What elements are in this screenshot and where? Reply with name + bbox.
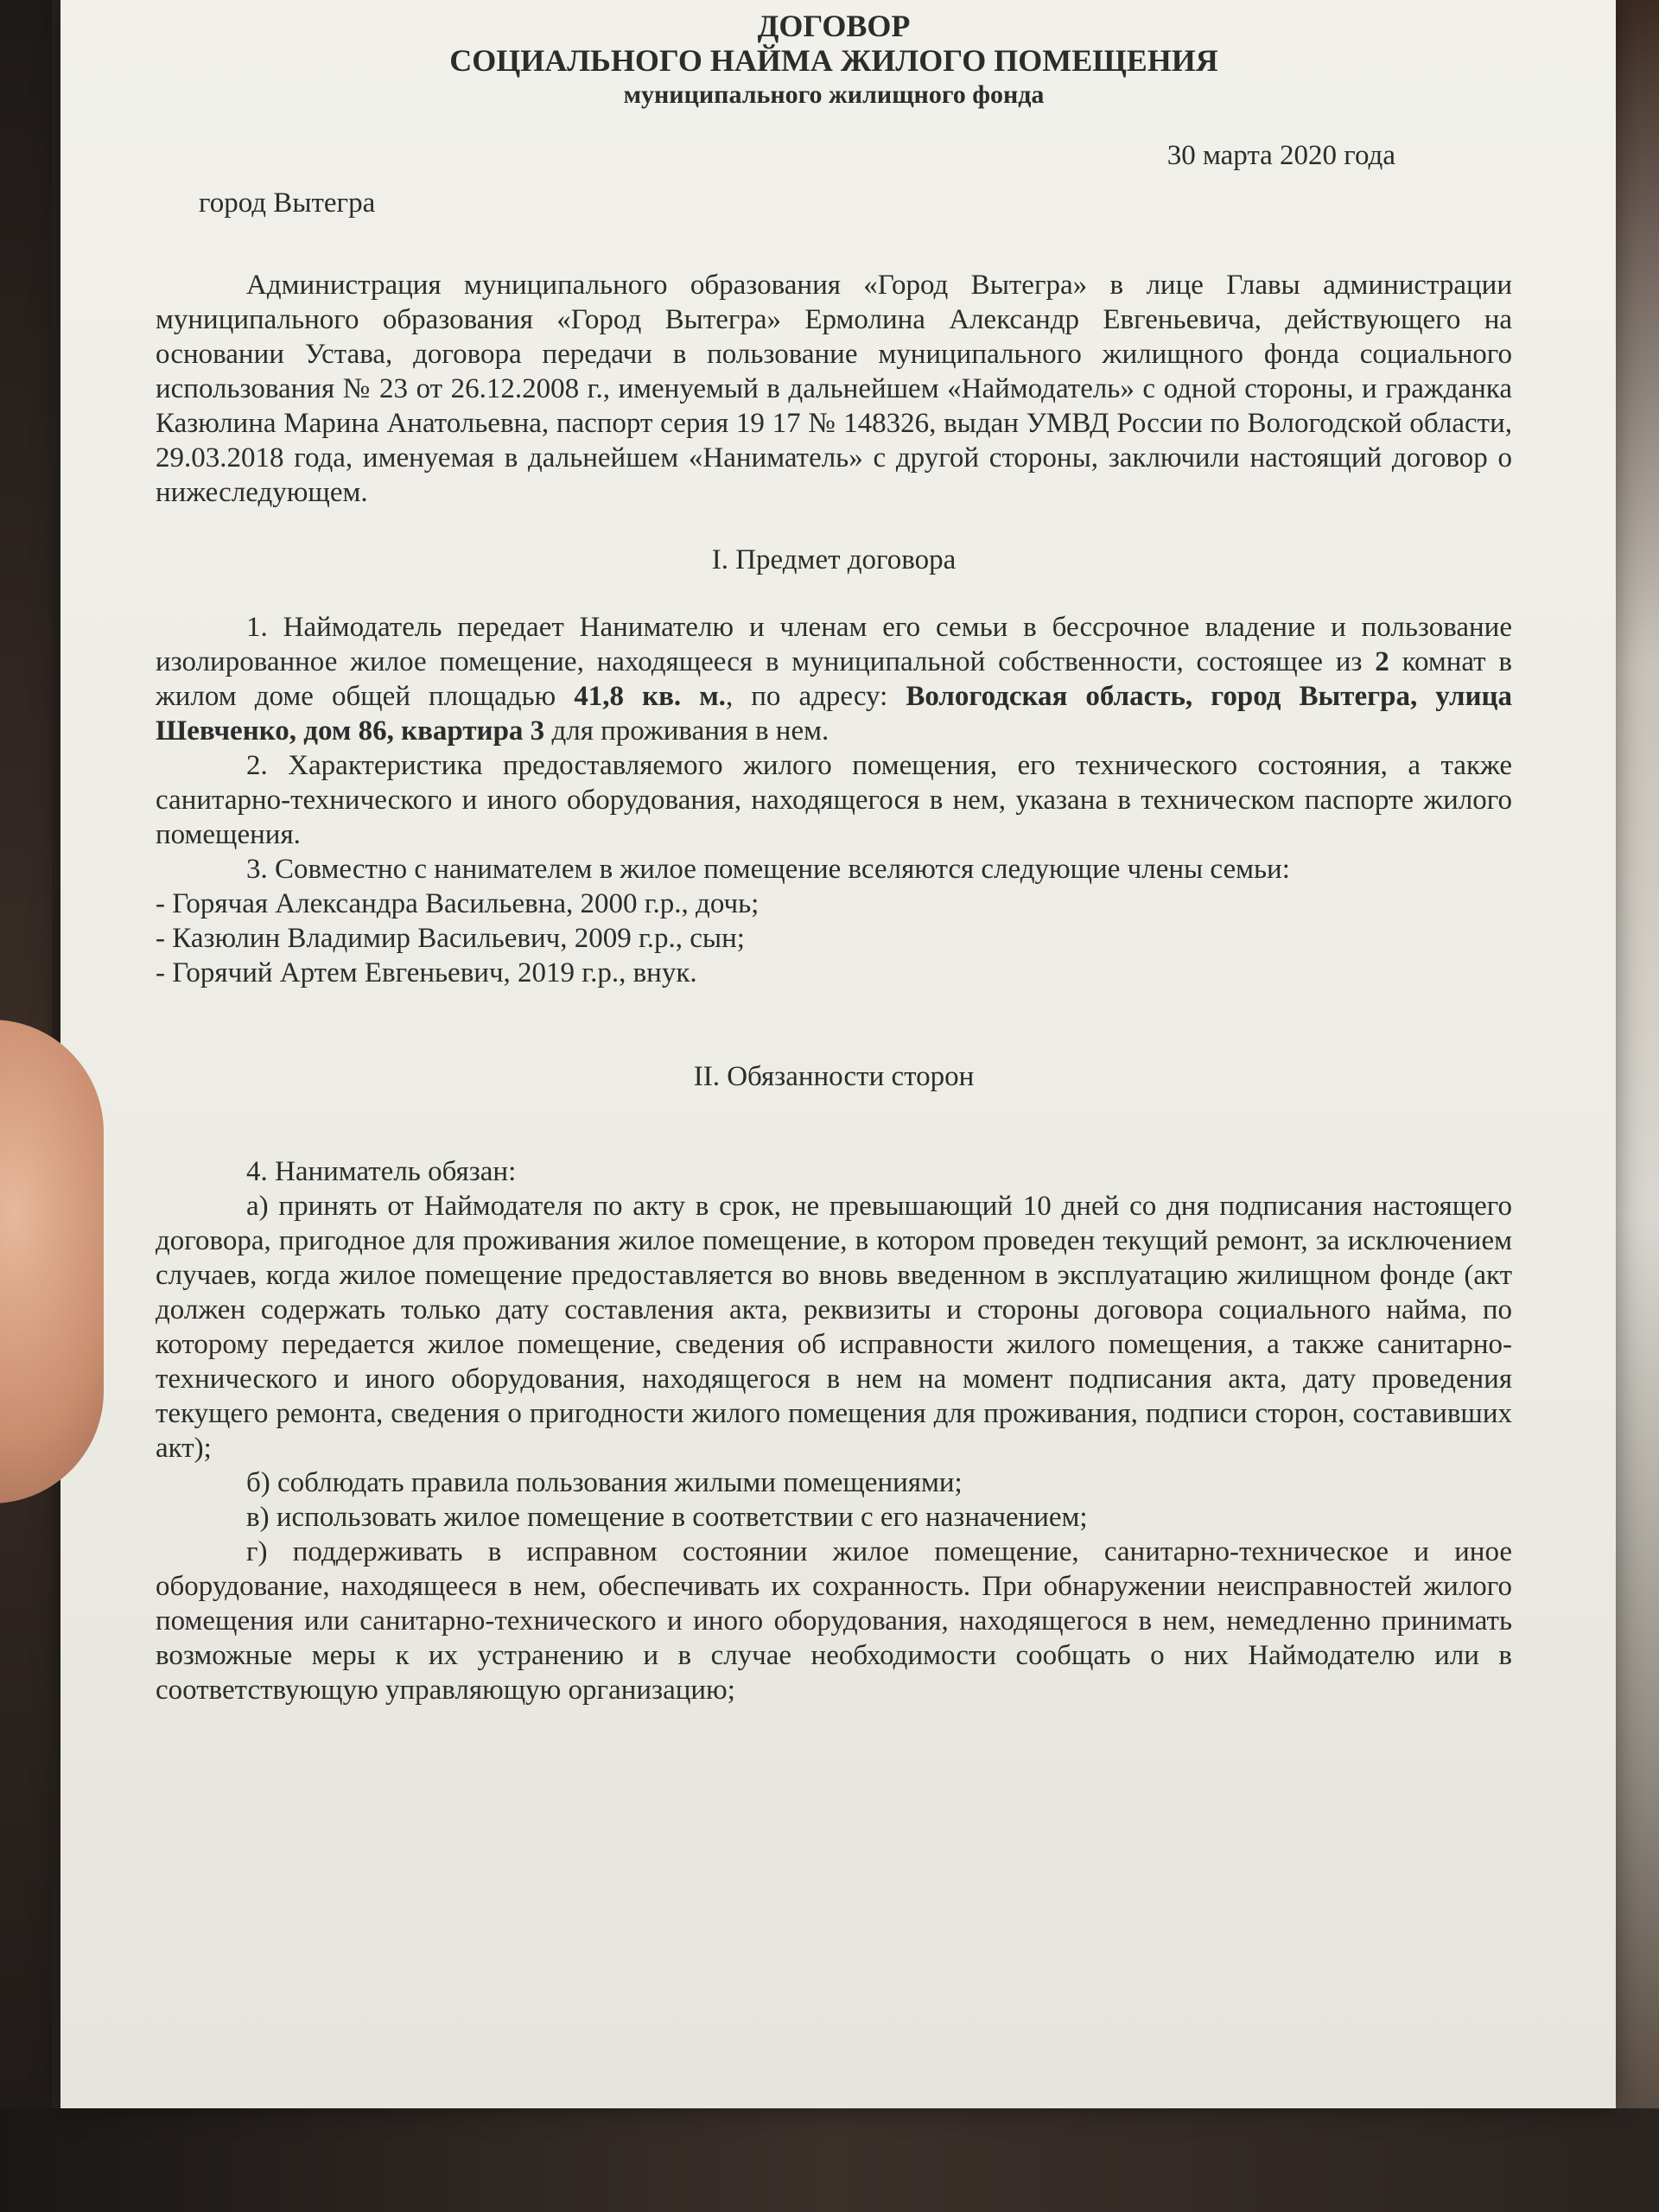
clause-4v: в) использовать жилое помещение в соответствии с его назначением; [246,1502,1088,1533]
document-title: ДОГОВОР [757,9,911,43]
clause-4b: б) соблюдать правила пользования жилыми помещениями; [246,1467,963,1498]
document-title-line2: СОЦИАЛЬНОГО НАЙМА ЖИЛОГО ПОМЕЩЕНИЯ [449,43,1218,78]
family-member-1: - Горячая Александра Васильевна, 2000 г.р., дочь; [156,888,760,919]
clause-1-text-b: комнат в жилом доме общей площадью [156,646,1512,712]
document-sheet [60,0,1616,2108]
family-member-3: - Горячий Артем Евгеньевич, 2019 г.р., внук. [156,957,697,988]
clause-4a: а) принять от Наймодателя по акту в срок, не превышающий 10 дней со дня подписания настоящего договора, пригодное для проживания жилое помещение, в котором проведен текущий ремонт, за исключением случаев, когда жилое помещение предоставляется во вновь введенном в эксплуатацию жилищном фонде (акт должен содержать только дату составления акта, реквизиты и стороны договора социального найма, по которому передается жилое помещение, сведения об исправности жилого помещения, а также санитарно-технического и иного оборудования, находящегося в нем на момент подписания акта, дату проведения текущего ремонта, сведения о пригодности жилого помещения для проживания, подписи сторон, составивших акт); [156,1191,1512,1464]
clause-1-text-d: для проживания в нем. [544,715,830,747]
place-date-row [156,112,1512,219]
background-bottom [0,2108,1659,2212]
clause-1-text-c: , по адресу: [725,681,906,712]
clause-4: 4. Наниматель обязан: [246,1156,517,1187]
section-title-obligations: II. Обязанности сторон [693,1061,975,1092]
clause-3: 3. Совместно с нанимателем в жилое помещение вселяются следующие члены семьи: [246,854,1290,885]
clause-1-text-a: 1. Наймодатель передает Нанимателю и членам его семьи в бессрочное владение и пользование изолированное жилое помещение, находящееся в муниципальной собственности, состоящее из [156,612,1512,677]
preamble-paragraph: Администрация муниципального образования «Город Вытегра» в лице Главы администрации муниципального образования «Город Вытегра» Ермолина Александр Евгеньевича, действующего на основании Устава, договора передачи в пользование муниципального жилищного фонда социального использования № 23 от 26.12.2008 г., именуемый в дальнейшем «Наймодатель» с одной стороны, и гражданка Казюлина Марина Анатольевна, паспорт серия 19 17 № 148326, выдан УМВД России по Вологодской области, 29.03.2018 года, именуемая в дальнейшем «Наниматель» с другой стороны, заключили настоящий договор о нижеследующем. [156,270,1512,508]
section-title-subject: I. Предмет договора [711,544,957,575]
clause-1 [156,610,1512,748]
document-content [156,0,1512,1707]
document-subtitle: муниципального жилищного фонда [623,80,1045,109]
clause-2: 2. Характеристика предоставляемого жилого помещения, его технического состояния, а также санитарно-технического и иного оборудования, находящегося в нем, указана в техническом паспорте жилого помещения. [156,750,1512,850]
holding-thumb [0,1020,104,1503]
clause-4g: г) поддерживать в исправном состоянии жилое помещение, санитарно-техническое и иное оборудование, находящееся в нем, обеспечивать их сохранность. При обнаружении неисправностей жилого помещения или санитарно-технического и иного оборудования, находящегося в нем, немедленно принимать возможные меры к их устранению и в случае необходимости сообщать о них Наймодателю или в соответствующую управляющую организацию; [156,1536,1512,1706]
clause-1-area: 41,8 кв. м. [574,681,726,712]
clause-1-rooms: 2 [1375,646,1389,677]
family-member-2: - Казюлин Владимир Васильевич, 2009 г.р., сын; [156,923,745,954]
document-city: город Вытегра [199,188,376,219]
document-date: 30 марта 2020 года [1166,140,1395,171]
clause-1-address: Вологодская область, город Вытегра, улица Шевченко, дом 86, квартира 3 [156,681,1512,747]
